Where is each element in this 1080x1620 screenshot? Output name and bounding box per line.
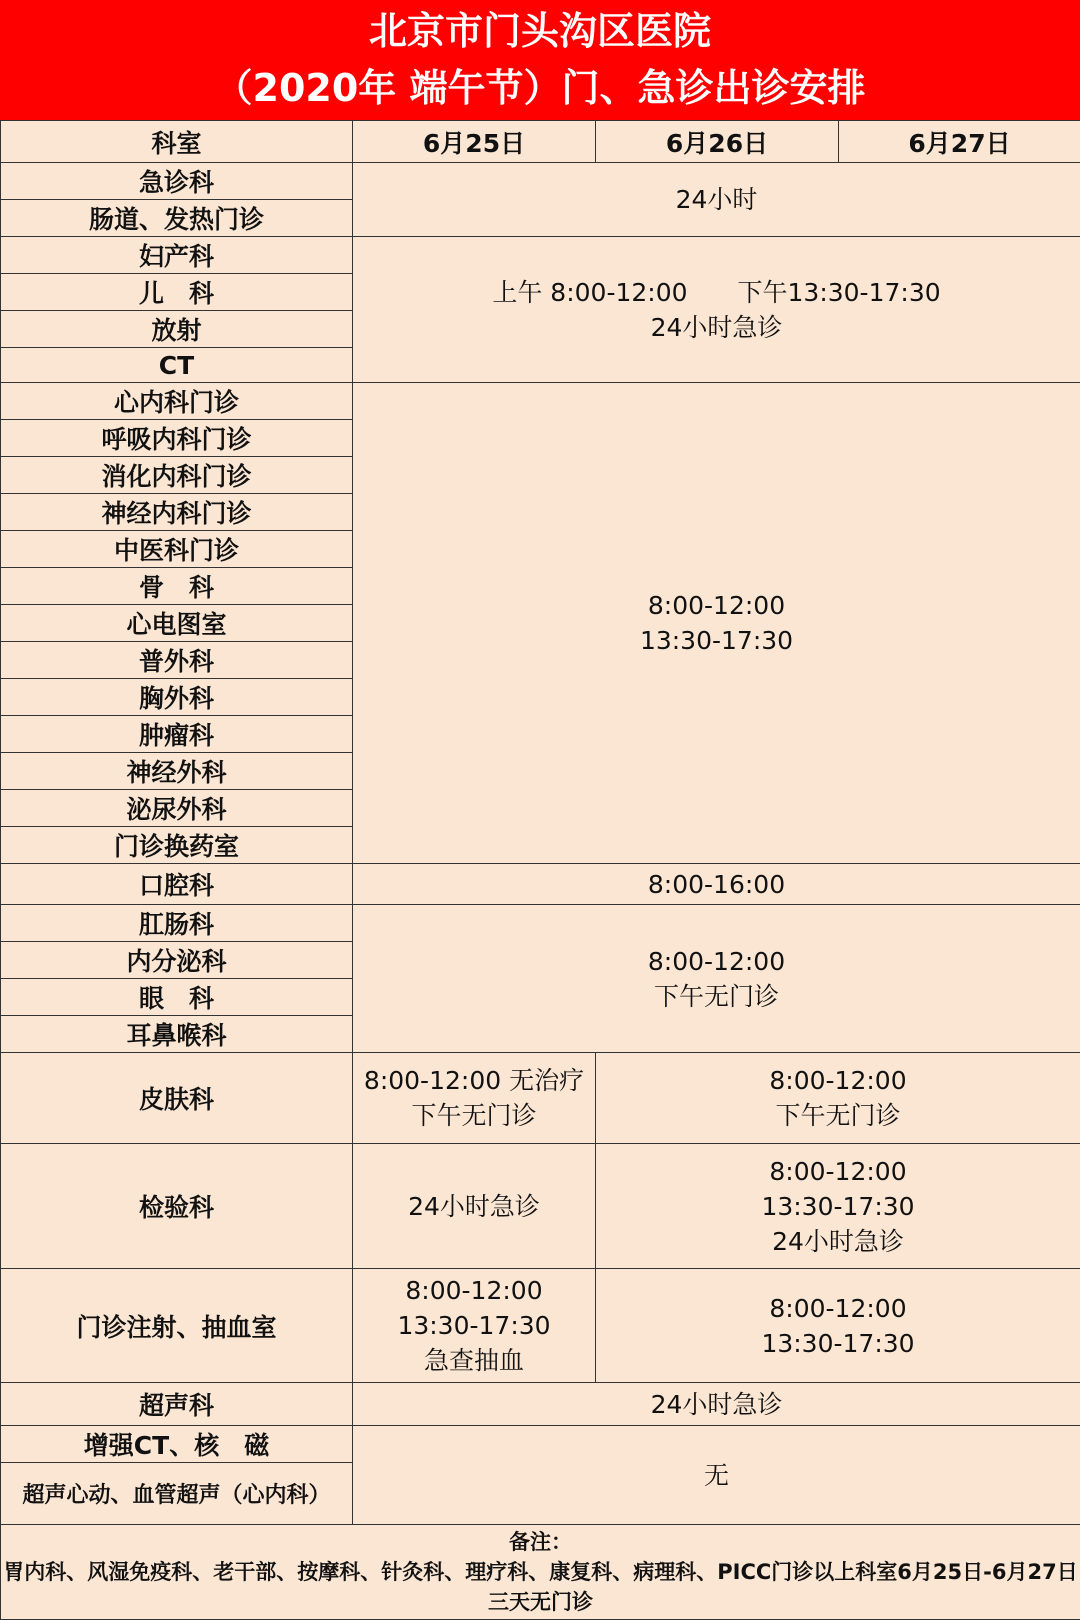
dept-cell: 消化内科门诊 [1,457,353,494]
hours-cell [353,905,1080,1053]
dept-cell: 呼吸内科门诊 [1,420,353,457]
table-row [1,163,1080,200]
dept-cell: 检验科 [1,1144,353,1269]
hours-line: 下午无门诊 [353,1098,595,1133]
hours-line: 8:00-12:00 [353,588,1080,623]
dept-cell: 神经内科门诊 [1,494,353,531]
dept-cell: 皮肤科 [1,1053,353,1144]
header-row [1,121,1080,163]
dept-cell: 妇产科 [1,237,353,274]
header-date-2: 6月26日 [596,121,839,163]
hours-cell: 8:00-16:00 [353,864,1080,905]
hours-cell-6-25 [353,1144,596,1269]
dept-cell: 放射 [1,311,353,348]
hours-line: 24小时急诊 [353,310,1080,345]
hours-cell-6-25 [353,1053,596,1144]
hours-line: 急查抽血 [353,1343,595,1378]
table-row [1,1144,1080,1269]
hours-line: 8:00-12:00 [596,1154,1080,1189]
dept-cell: 泌尿外科 [1,790,353,827]
dept-cell: 门诊换药室 [1,827,353,864]
hours-line: 13:30-17:30 [353,1308,595,1343]
hours-line: 24小时急诊 [353,1189,595,1224]
hours-cell-6-26-27 [596,1053,1080,1144]
dept-cell: 神经外科 [1,753,353,790]
table-row [1,1269,1080,1383]
hours-line: 24小时急诊 [596,1224,1080,1259]
title-line-2: （2020年 端午节）门、急诊出诊安排 [0,60,1080,117]
dept-cell: 肛肠科 [1,905,353,942]
table-row [1,1053,1080,1144]
header-date-3: 6月27日 [839,121,1080,163]
dept-cell: 急诊科 [1,163,353,200]
table-row [1,864,1080,905]
dept-cell: 门诊注射、抽血室 [1,1269,353,1383]
hours-cell [353,237,1080,383]
note-text: 胃内科、风湿免疫科、老干部、按摩科、针灸科、理疗科、康复科、病理科、PICC门诊以上科室6月25日-6月27日三天无门诊 [1,1557,1080,1617]
hours-line: 13:30-17:30 [353,623,1080,658]
dept-cell: 肠道、发热门诊 [1,200,353,237]
hours-cell-6-26-27 [596,1269,1080,1383]
schedule-table [0,120,1080,1620]
dept-cell: 儿 科 [1,274,353,311]
dept-cell: 普外科 [1,642,353,679]
dept-cell: 超声科 [1,1383,353,1426]
note-cell [1,1525,1080,1620]
hours-line: 13:30-17:30 [596,1326,1080,1361]
hours-line: 13:30-17:30 [596,1189,1080,1224]
dept-cell: 心内科门诊 [1,383,353,420]
table-row [1,905,1080,942]
hours-line: 8:00-12:00 无治疗 [353,1063,595,1098]
hours-cell: 24小时 [353,163,1080,237]
page-title [0,0,1080,120]
dept-cell: 口腔科 [1,864,353,905]
hours-cell-6-26-27 [596,1144,1080,1269]
hours-line: 8:00-12:00 [596,1291,1080,1326]
header-date-1: 6月25日 [353,121,596,163]
hours-line: 8:00-12:00 [353,1273,595,1308]
dept-cell: 心电图室 [1,605,353,642]
hours-cell [353,383,1080,864]
note-row [1,1525,1080,1620]
hours-cell: 24小时急诊 [353,1383,1080,1426]
hours-cell: 无 [353,1426,1080,1525]
dept-cell: 中医科门诊 [1,531,353,568]
header-dept: 科室 [1,121,353,163]
dept-cell: CT [1,348,353,383]
table-row [1,1426,1080,1463]
dept-cell: 增强CT、核 磁 [1,1426,353,1463]
table-row [1,383,1080,420]
hours-line: 下午无门诊 [596,1098,1080,1133]
dept-cell: 内分泌科 [1,942,353,979]
hours-line: 8:00-12:00 [353,944,1080,979]
dept-cell: 肿瘤科 [1,716,353,753]
hours-line: 上午 8:00-12:00 下午13:30-17:30 [353,275,1080,310]
dept-cell: 耳鼻喉科 [1,1016,353,1053]
hours-cell-6-25 [353,1269,596,1383]
dept-cell: 超声心动、血管超声（心内科） [1,1463,353,1525]
table-row [1,1383,1080,1426]
title-line-1: 北京市门头沟区医院 [0,3,1080,60]
hours-line: 下午无门诊 [353,979,1080,1014]
table-row [1,237,1080,274]
hours-line: 8:00-12:00 [596,1063,1080,1098]
dept-cell: 眼 科 [1,979,353,1016]
dept-cell: 骨 科 [1,568,353,605]
note-title: 备注： [1,1527,1080,1557]
dept-cell: 胸外科 [1,679,353,716]
